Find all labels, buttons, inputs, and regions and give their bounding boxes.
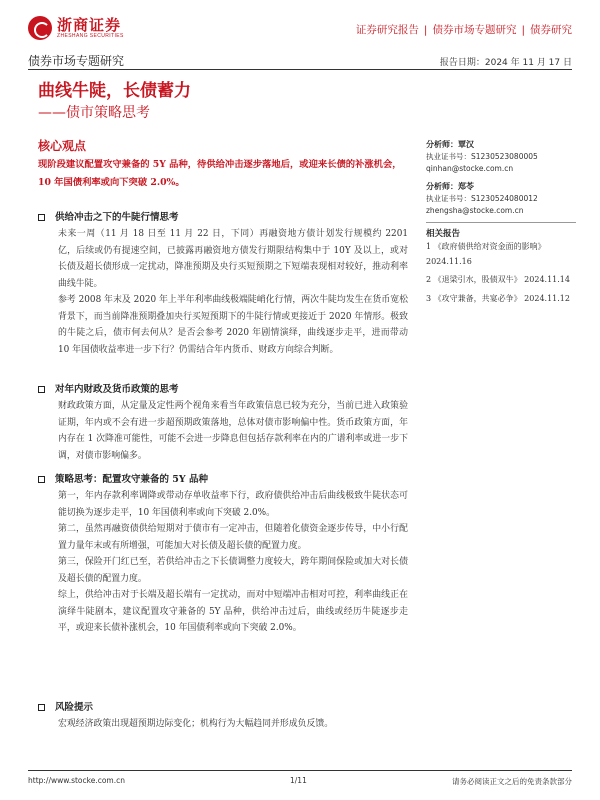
related-report-link[interactable]: 3 《攻守兼备，共宴必争》 2024.11.12 [426,293,570,303]
footer-page-number: 1/11 [290,776,307,785]
square-bullet-icon [38,704,45,711]
logo-chinese-name: 浙商证券 [57,15,122,34]
section-policy [38,382,408,464]
report-subtitle: ——债市策略思考 [38,105,150,121]
footer-website-link[interactable]: http://www.stocke.com.cn [28,776,125,785]
section-paragraph: 第三，保险开门红已至，若供给冲击之下长债调整力度较大，跨年期间保险或加大对长债及超长债的配置力度。 [58,557,408,584]
section-strategy [38,472,408,637]
square-bullet-icon [38,386,45,393]
logo-mark-icon [28,16,52,40]
company-logo [28,14,124,42]
section-paragraph: 财政政策方面，从定量及定性两个视角来看当年政策信息已较为充分，当前已进入政策验证期，年内或不会有进一步超预期政策落地，总体对债市影响偏中性。货币政策方面，年内存在 1 次降准可能性，可能不会进一步降息但包括存款利率在内的广谱利率或进一步下调，对债市影响偏多。 [58,401,408,461]
report-header [28,14,572,42]
report-date [440,55,572,68]
analyst-info-2 [426,180,576,217]
report-category: 债券市场专题研究 [28,54,125,68]
tag-bond-market-study: 债券市场专题研究 [432,24,517,36]
analyst-cert: 执业证书号：S1230524080012 [426,194,538,203]
tag-bond-research: 债券研究 [530,24,572,36]
related-reports-list [426,240,576,310]
report-date-value: 2024 年 11 月 17 日 [484,58,572,68]
section-heading: 对年内财政及货币政策的思考 [55,384,179,395]
section-paragraph: 综上，供给冲击对于长端及超长端有一定扰动，而对中短端冲击相对可控，利率曲线正在演绎牛陡剧本，建议配置攻守兼备的 5Y 品种，供给冲击过后，曲线或经历牛陡逐步走平，或迎来长债补涨机会，10 年国债利率或向下突破 2.0%。 [58,590,408,633]
related-report-link[interactable]: 1 《政府债供给对资金面的影响》 2024.11.16 [426,242,546,266]
section-paragraph: 第一，年内存款利率调降或带动存单收益率下行，政府债供给冲击后曲线极致牛陡状态可能切换为逐步走平，10 年国债利率或向下突破 2.0%。 [58,491,408,518]
section-paragraph: 未来一周（11 月 18 日至 11 月 22 日，下同）再融资地方债计划发行规模约 2201 亿，后续或仍有提速空间，已披露再融资地方债发行期限结构集中于 10Y 及以上，或对长债及超长债形成一定扰动，降准预期及央行买短预期之下短端表现相对较好，推动利率曲线牛陡。 [58,229,408,289]
section-paragraph: 第二，虽然再融资债供给短期对于债市有一定冲击，但随着化债资金逐步传导，中小行配置力量年末或有所增强，可能加大对长债及超长债的配置力度。 [58,524,408,551]
section-heading: 策略思考：配置攻守兼备的 5Y 品种 [55,474,209,485]
related-reports-heading: 相关报告 [426,222,576,239]
analyst-info-1 [426,138,576,175]
square-bullet-icon [38,476,45,483]
square-bullet-icon [38,214,45,221]
related-report-link[interactable]: 2 《退梁引水，股债双牛》 2024.11.14 [426,275,570,284]
page-footer [28,770,572,790]
section-supply-shock [38,210,408,358]
report-date-label: 报告日期： [439,58,485,68]
tag-securities-research: 证券研究报告 [355,24,419,36]
core-view-summary: 现阶段建议配置攻守兼备的 5Y 品种，待供给冲击逐步落地后，或迎来长债的补涨机会，10 年国债利率或向下突破 2.0%。 [38,159,402,188]
section-heading: 风险提示 [55,702,94,713]
section-risk [38,700,408,733]
section-paragraph: 宏观经济政策出现超预期边际变化；机构行为大幅趋同并形成负反馈。 [58,719,334,729]
report-title: 曲线牛陡，长债蓄力 [38,81,191,101]
analyst-name: 分析师：郑苓 [426,182,474,191]
analyst-name: 分析师：覃汉 [426,140,474,149]
footer-disclaimer: 请务必阅读正文之后的免责条款部分 [452,777,572,786]
analyst-email[interactable]: qinhan@stocke.com.cn [426,164,514,173]
report-type-tags: 证券研究报告 | 债券市场专题研究 | 债券研究 [355,24,572,36]
logo-english-name: ZHESHANG SECURITIES [57,32,124,39]
analyst-cert: 执业证书号：S1230523080005 [426,152,538,161]
core-view-heading: 核心观点 [38,139,87,153]
analyst-email[interactable]: zhengsha@stocke.com.cn [426,206,524,215]
section-paragraph: 参考 2008 年末及 2020 年上半年利率曲线极端陡峭化行情，两次牛陡均发生在货币宽松背景下，而当前降准预期叠加央行买短预期下的牛陡行情或更接近于 2020 年情形。极致的牛陡之后，债市何去何从？是否会参考 2020 年剧情演绎，曲线逐步走平，进而带动 10 年国债收益率进一步下行？仍需结合年内货币、财政方向综合判断。 [58,295,408,355]
section-heading: 供给冲击之下的牛陡行情思考 [55,212,179,223]
subheader-bar [28,52,572,70]
